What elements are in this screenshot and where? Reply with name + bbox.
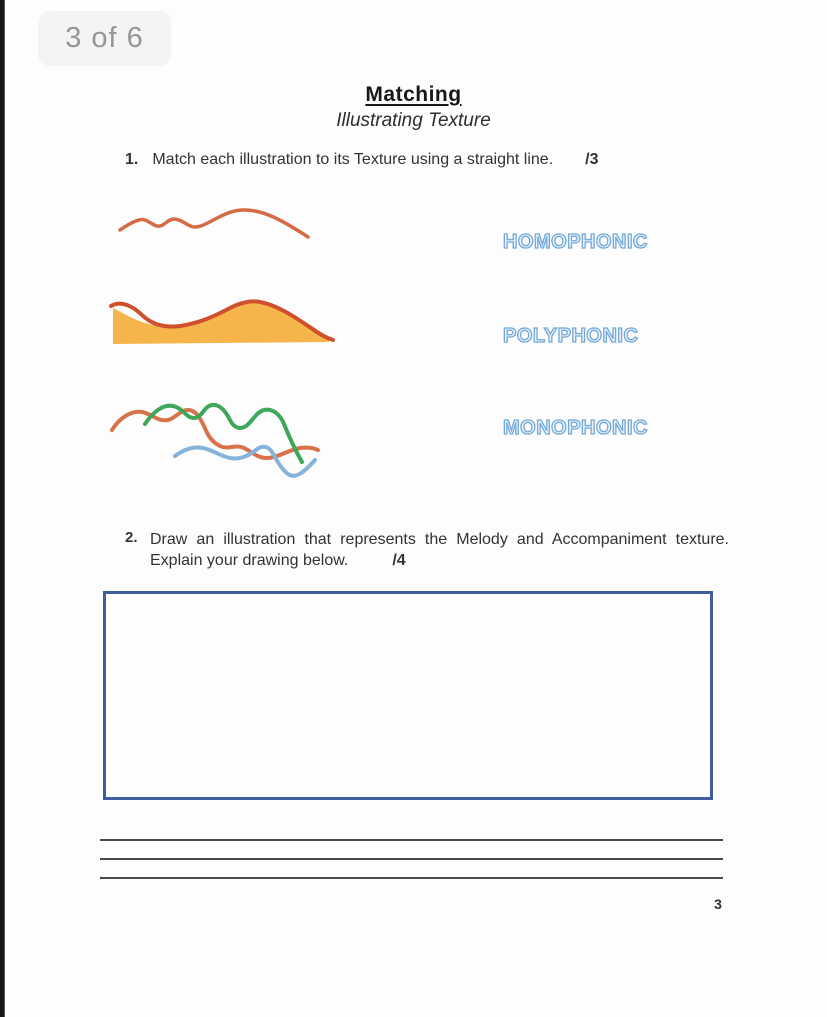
question-2 [125,529,729,571]
left-edge-bar [0,0,5,1017]
question-2-number: 2. [125,529,138,546]
hill-fill-shape [113,303,329,344]
question-1-number: 1. [125,151,139,168]
question-2-body [150,529,729,571]
page-indicator-badge[interactable]: 3 of 6 [38,11,171,66]
question-1-points: /3 [585,151,599,168]
illustration-three-intertwined-lines [108,396,323,484]
single-wavy-line-path [120,210,308,237]
question-2-points: /4 [392,552,406,569]
illustration-filled-hill-with-line [105,290,340,352]
question-1-text: Match each illustration to its Texture using a straight line. [152,151,554,168]
page-number: 3 [714,896,722,912]
answer-line [100,839,723,841]
question-1 [125,151,598,169]
answer-line [100,877,723,879]
page-subtitle: Illustrating Texture [336,110,491,131]
answer-line [100,858,723,860]
texture-option-homophonic: HOMOPHONIC [503,231,648,253]
texture-option-monophonic: MONOPHONIC [503,417,648,439]
question-2-text: Draw an illustration that represents the Melody and Accompaniment texture. Explain your drawing below. [150,531,729,569]
drawing-answer-box [103,591,713,800]
texture-option-polyphonic: POLYPHONIC [503,325,639,347]
page-title: Matching [365,83,462,106]
illustration-single-wavy-line [112,205,312,247]
